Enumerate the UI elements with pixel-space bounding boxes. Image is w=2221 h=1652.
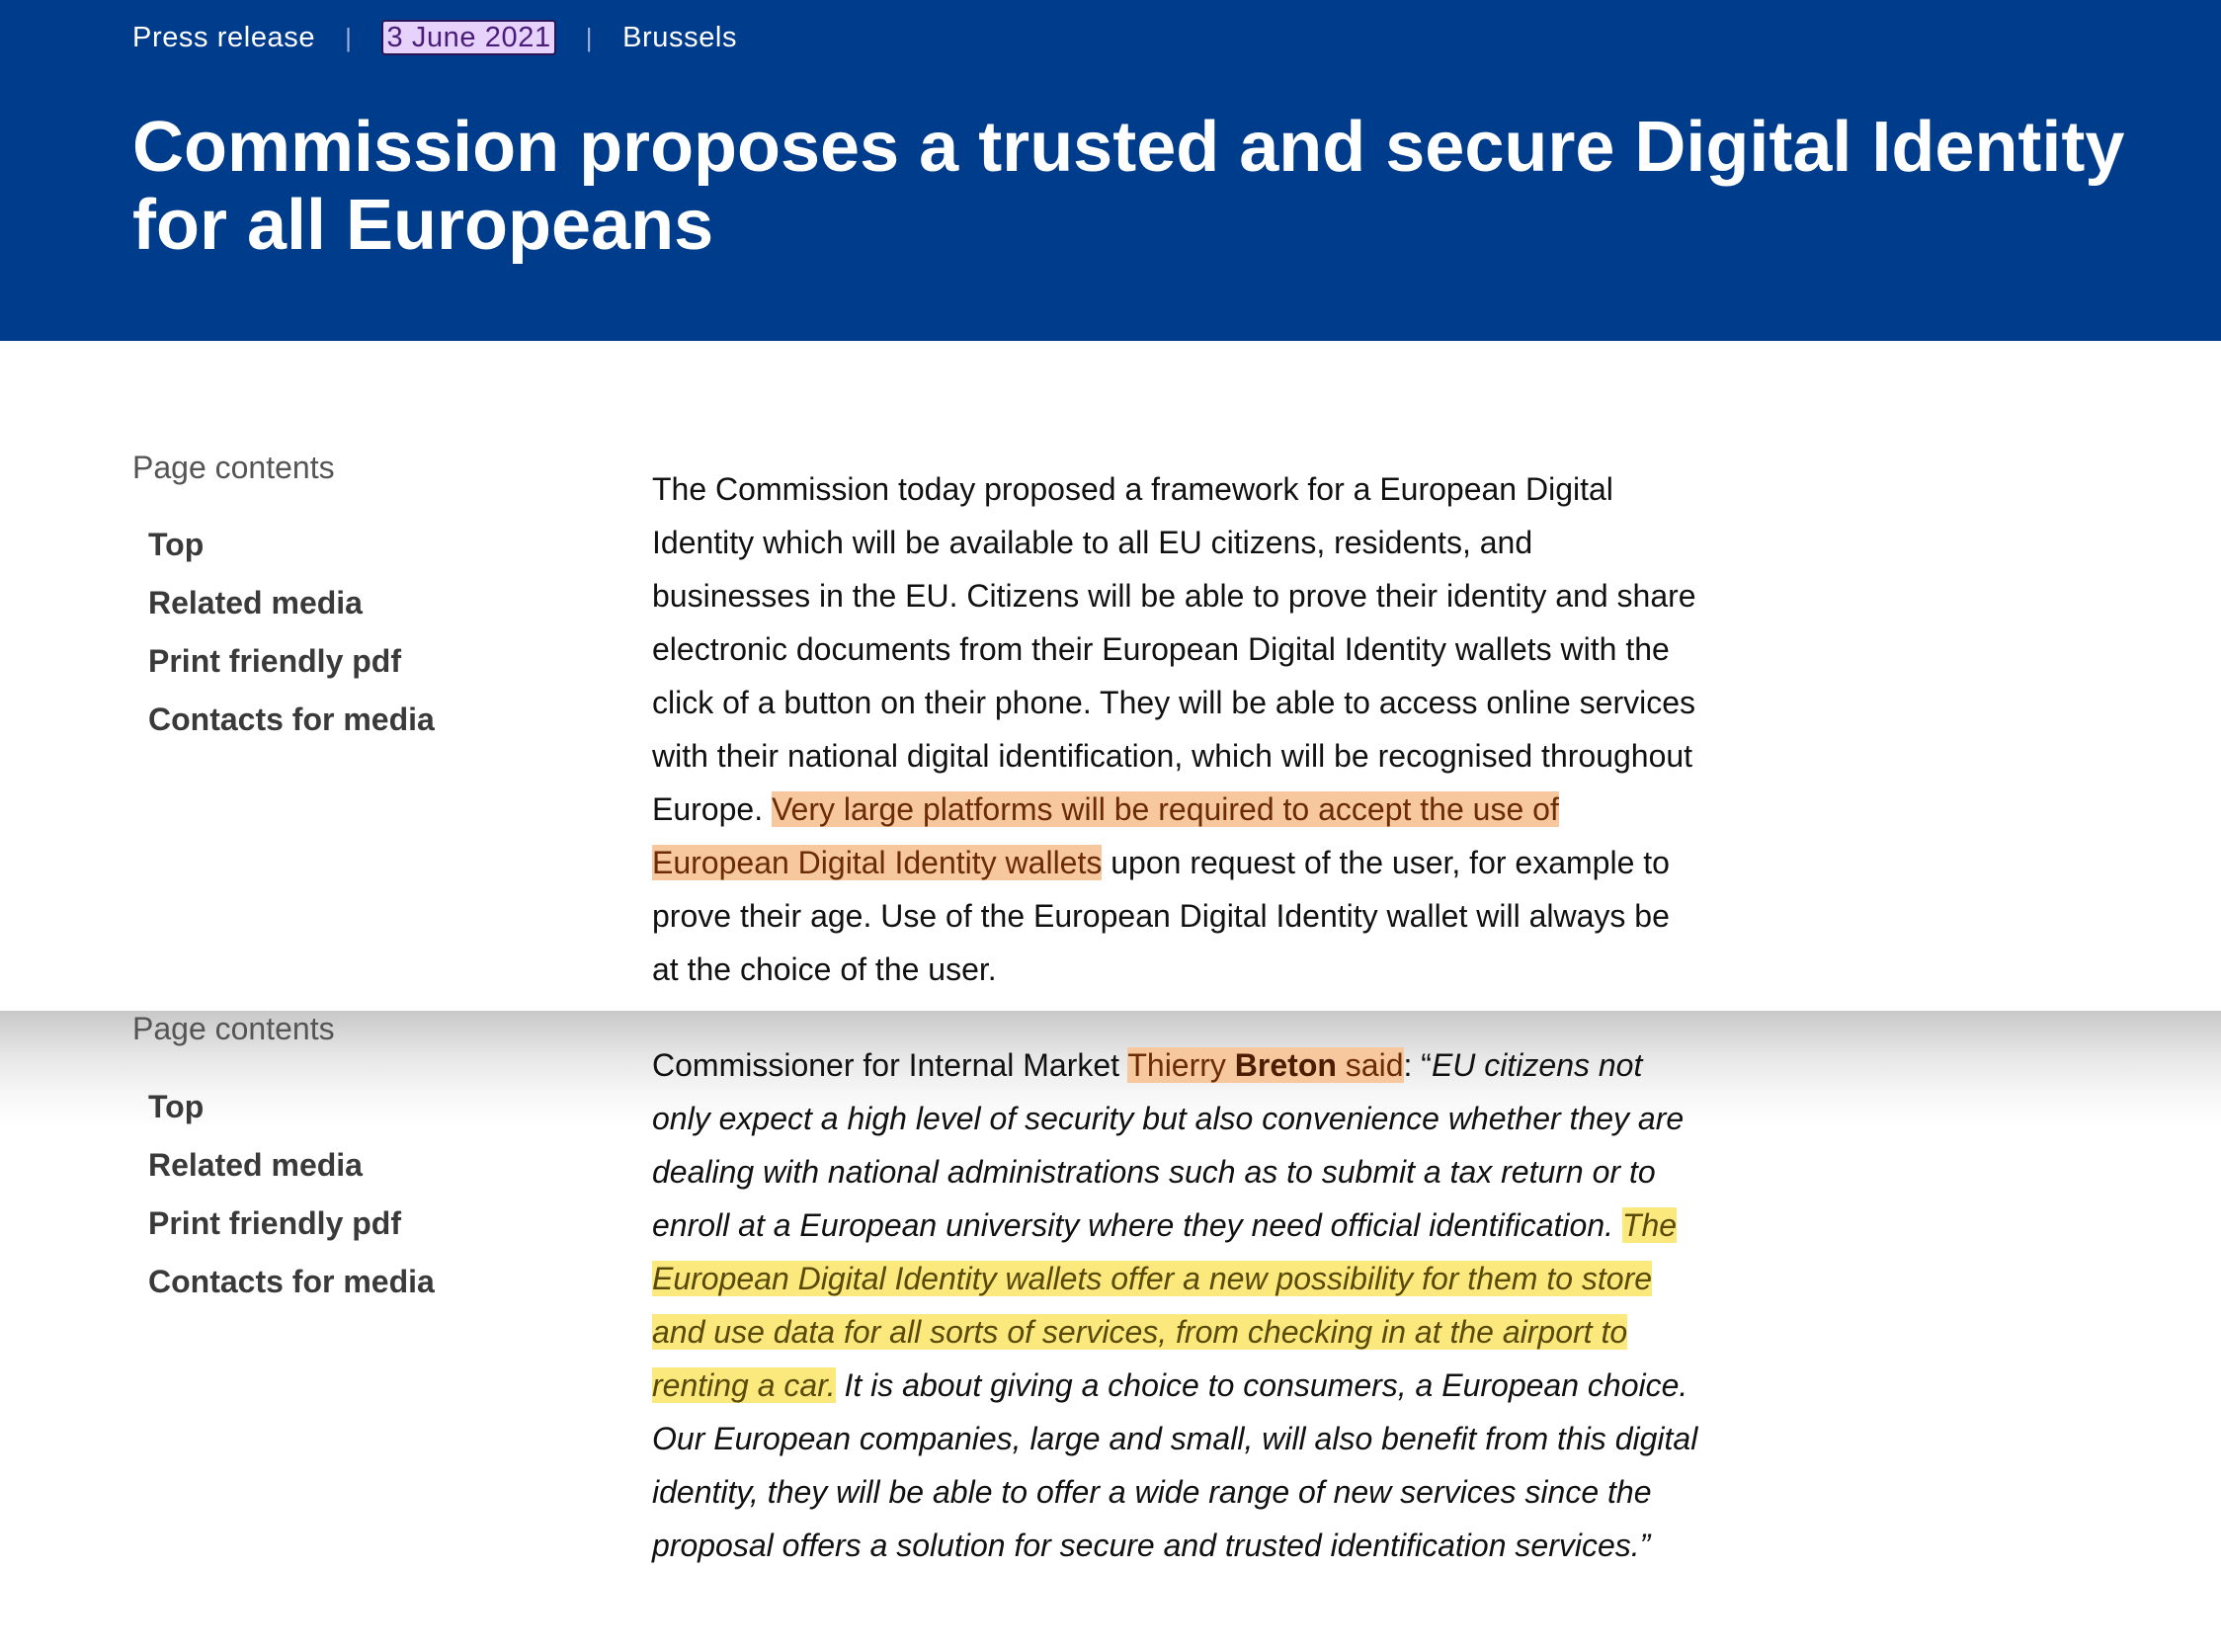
- quote-text: EU citizens not only expect a high level of security but also convenience whether they are dealing with national administrations such as to submit a tax return or to enroll at a European university where they need official identification.: [652, 1047, 1685, 1243]
- page-contents-nav: [148, 525, 435, 758]
- said-text: said: [1336, 1047, 1404, 1083]
- press-meta: [132, 20, 737, 55]
- quote-paragraph: [652, 1038, 1699, 1572]
- toc-item-print-friendly-pdf[interactable]: Print friendly pdf: [148, 643, 401, 679]
- article-section-1: [0, 341, 2221, 1011]
- toc-item-contacts-for-media[interactable]: Contacts for media: [148, 1264, 435, 1299]
- meta-separator: |: [345, 22, 353, 52]
- meta-separator: |: [585, 22, 594, 52]
- category-label: Press release: [132, 21, 316, 53]
- intro-text-end: upon request of the user, for example to prove their age. Use of the European Digital Identity wallet will always be at the choice of the user.: [652, 845, 1670, 987]
- toc-item-contacts-for-media[interactable]: Contacts for media: [148, 702, 435, 737]
- quote-text-end: It is about giving a choice to consumers, a European choice. Our European companies, large and small, will also benefit from this digital identity, they will be able to offer a wide range of new services since the proposal offers a solution for secure and trusted identification services.”: [652, 1367, 1698, 1563]
- intro-text: The Commission today proposed a framework for a European Digital Identity which will be available to all EU citizens, residents, and businesses in the EU. Citizens will be able to prove their identity and share electronic documents from their European Digital Identity wallets with the click of a button on their phone. They will be able to access online services with their national digital identification, which will be recognised throughout Europe.: [652, 471, 1696, 827]
- toc-item-related-media[interactable]: Related media: [148, 1147, 363, 1183]
- quote-open: : “: [1403, 1047, 1432, 1083]
- highlighted-text: Very large platforms will be required to accept the use of European Digital Identity wallets: [652, 791, 1559, 880]
- location-label: Brussels: [622, 21, 738, 53]
- toc-item-related-media[interactable]: Related media: [148, 585, 363, 620]
- page-title: Commission proposes a trusted and secure Digital Identity for all Europeans: [132, 108, 2125, 265]
- page-contents-heading: Page contents: [132, 1011, 335, 1046]
- quote-highlighted-text: The European Digital Identity wallets offer a new possibility for them to store and use data for all sorts of services, from checking in at the airport to renting a car.: [652, 1207, 1678, 1403]
- quote-lead: Commissioner for Internal Market: [652, 1047, 1128, 1083]
- speaker-first-name: Thierry: [1127, 1047, 1235, 1083]
- page-header: [0, 0, 2221, 341]
- article-section-2: [0, 1011, 2221, 1652]
- toc-item-top[interactable]: Top: [148, 1089, 205, 1124]
- toc-item-top[interactable]: Top: [148, 527, 205, 562]
- intro-paragraph: [652, 462, 1699, 996]
- speaker-last-name: Breton: [1234, 1047, 1337, 1083]
- page-contents-heading: Page contents: [132, 450, 335, 485]
- date-label: 3 June 2021: [381, 20, 555, 55]
- toc-item-print-friendly-pdf[interactable]: Print friendly pdf: [148, 1205, 401, 1241]
- page-contents-nav: [148, 1087, 435, 1320]
